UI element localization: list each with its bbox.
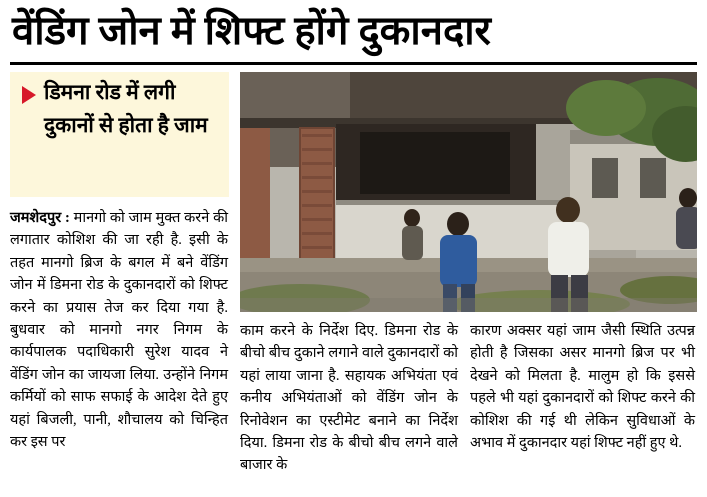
body-column-2 xyxy=(240,320,458,477)
kicker-box xyxy=(10,72,229,197)
body-column-3 xyxy=(470,320,695,454)
body-text-3: कारण अक्सर यहां जाम जैसी स्थिति उत्पन्न होती है जिसका असर मानगो ब्रिज पर भी देखने को मिलता है. मालुम हो कि इससे पहले भी यहां दुकानदारों को शिफ्ट करने की कोशिश की गई थी लेकिन सुविधाओं के अभाव में दुकानदार यहां शिफ्ट नहीं हुए थे. xyxy=(470,323,695,452)
photo-illustration xyxy=(240,72,697,312)
body-text-1: मानगो को जाम मुक्त करने की लगातार कोशिश की जा रही है. इसी के तहत मानगो ब्रिज के बगल में बने वेंडिंग जोन में डिमना रोड के दुकानदारों को शिफ्ट करने का प्रयास तेज कर दिया गया है. बुधवार को मानगो नगर निगम के कार्यपालक पदाधिकारी सुरेश यादव ने वेंडिंग जोन का जायजा लिया. उन्होंने निगम कर्मियों को साफ सफाई के आदेश देते हुए यहां बिजली, पानी, शौचालय को चिन्हित कर इस पर xyxy=(10,210,229,451)
body-column-1 xyxy=(10,207,228,453)
headline-divider xyxy=(10,62,697,65)
page-title: वेंडिंग जोन में शिफ्ट होंगे दुकानदार xyxy=(12,8,491,53)
triangle-bullet-icon xyxy=(22,86,36,104)
dateline: जमशेदपुर : xyxy=(10,210,70,226)
kicker-text: डिमना रोड में लगी दुकानों से होता है जाम xyxy=(44,80,208,137)
article-photo xyxy=(240,72,697,312)
body-text-2: काम करने के निर्देश दिए. डिमना रोड के बीचो बीच दुकाने लगाने वाले दुकानदारों को यहां लाया जाना है. सहायक अभियंता एवं कनीय अभियंताओं को वेंडिंग जोन के रिनोवेशन का एस्टीमेट बनाने का निर्देश दिया. डिमना रोड के बीचो बीच लगने वाले बाजार के xyxy=(240,323,458,474)
